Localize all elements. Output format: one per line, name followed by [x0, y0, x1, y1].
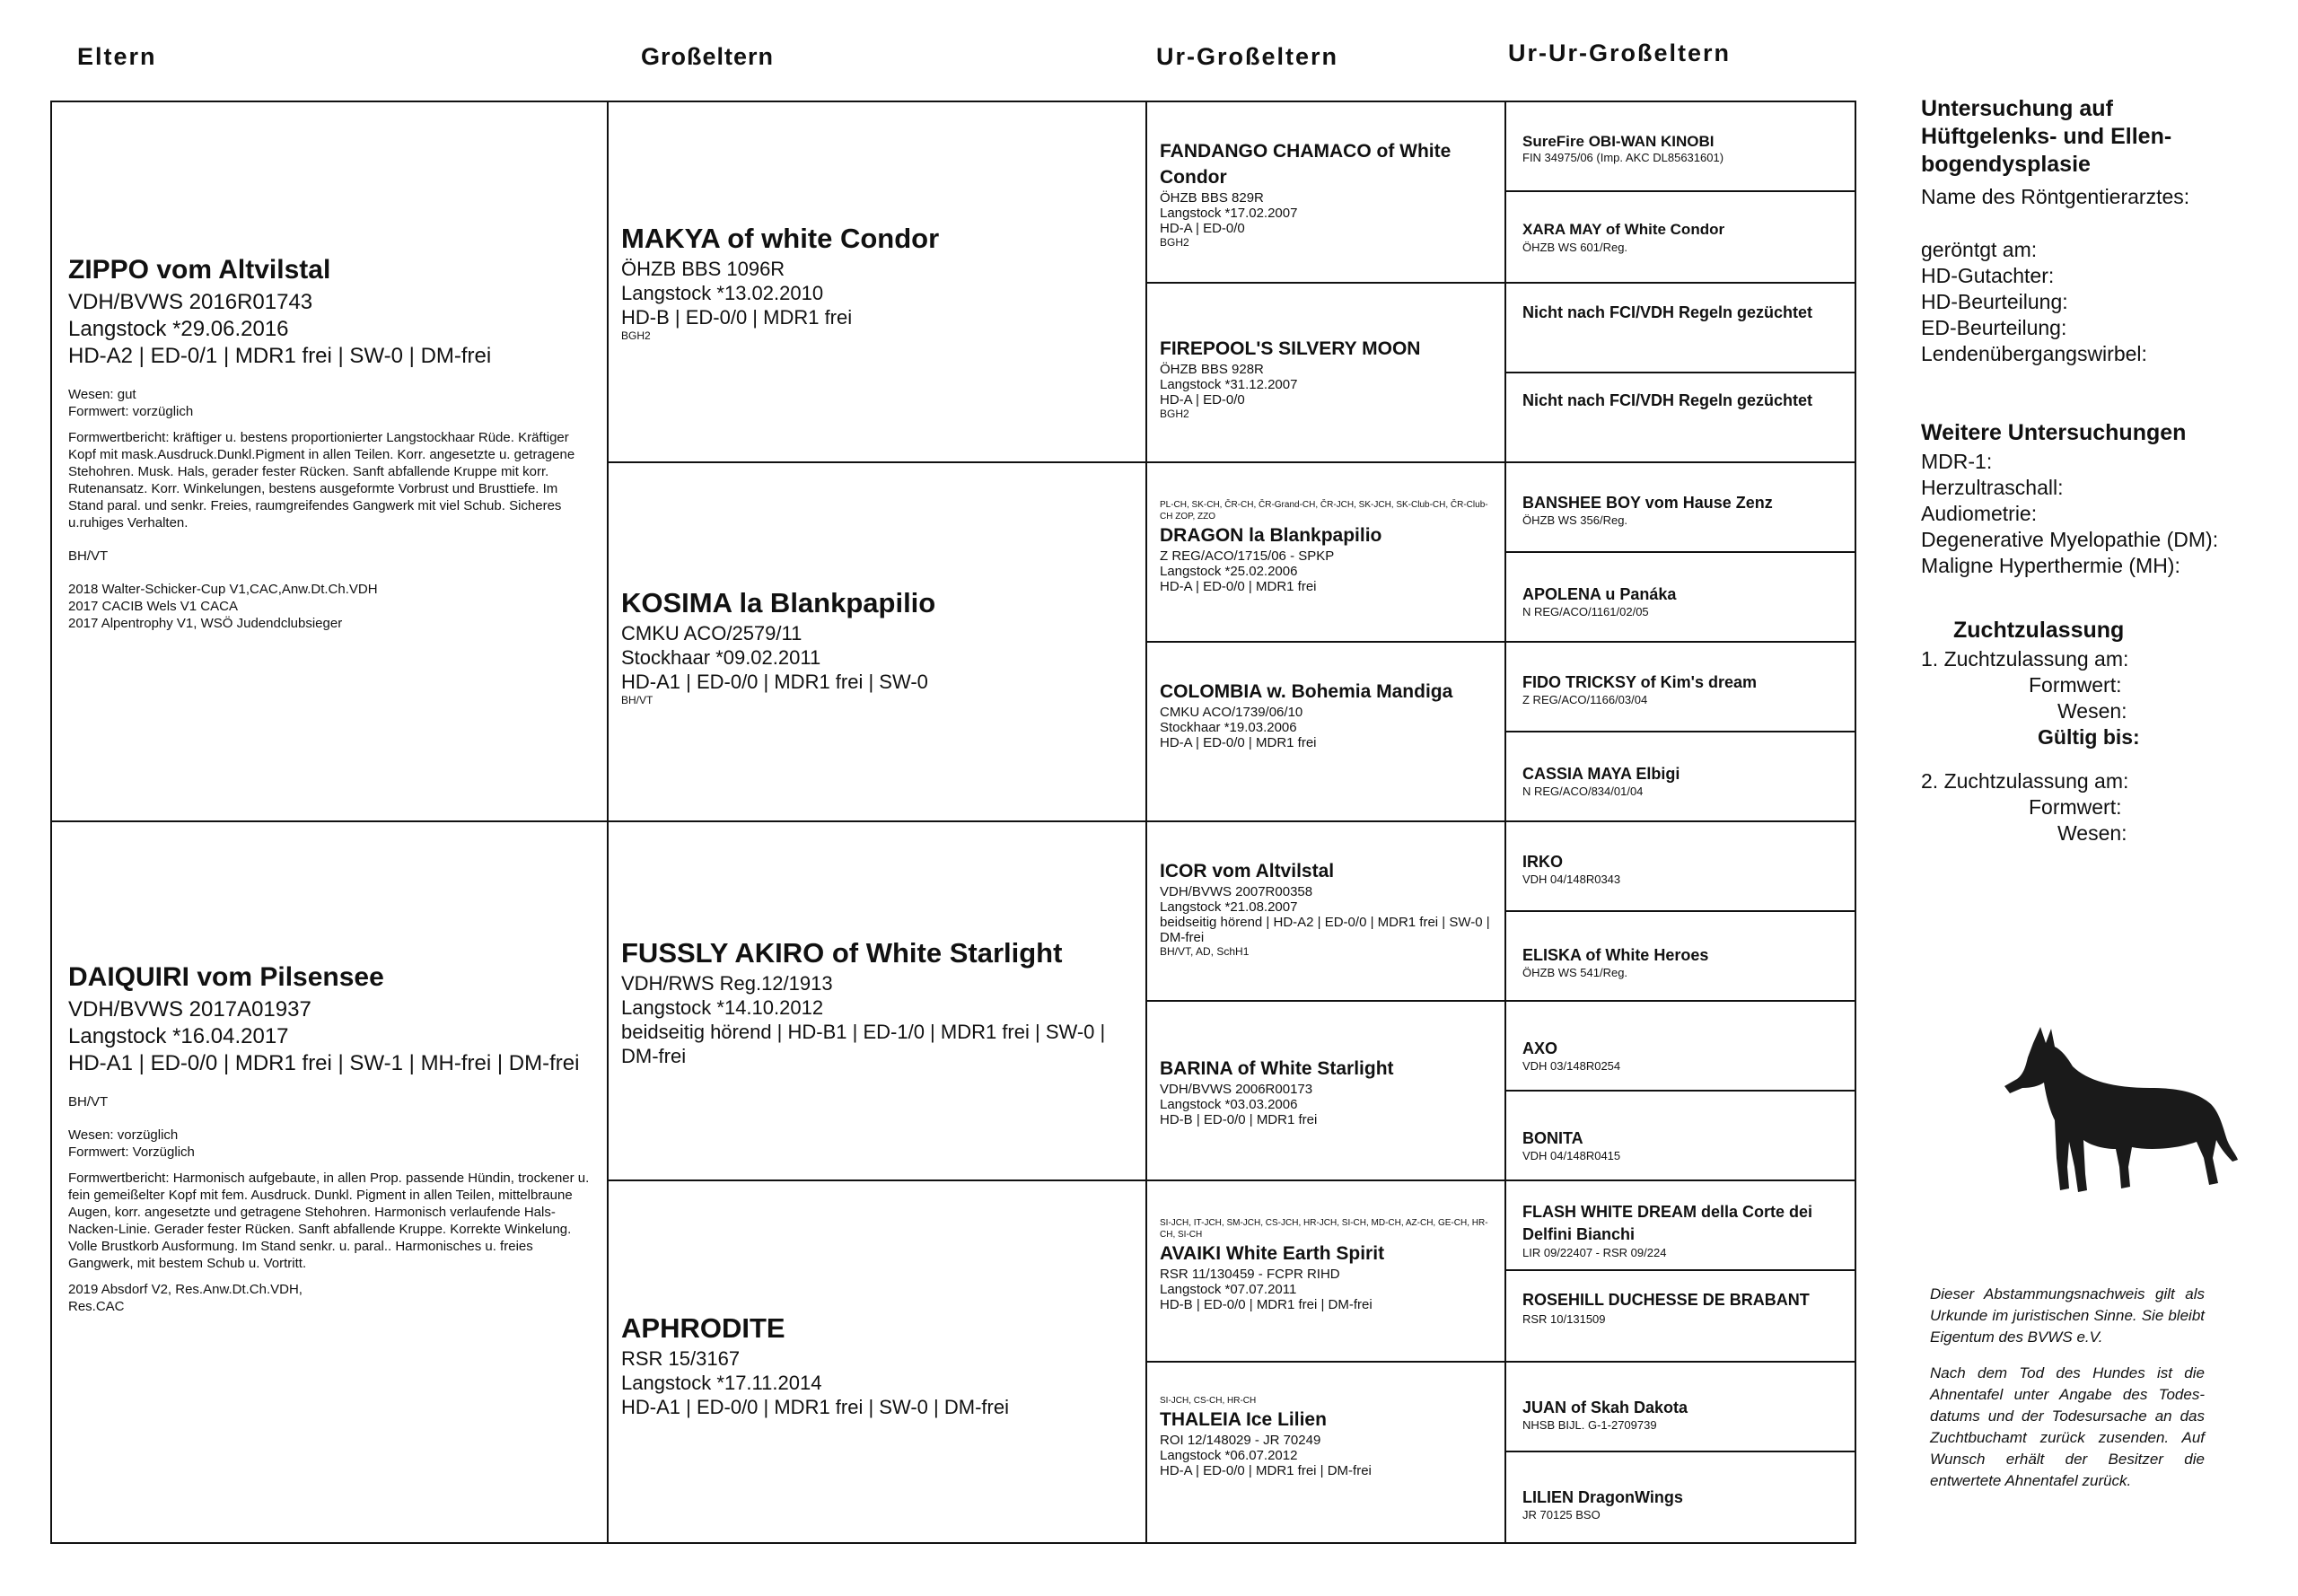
return-note: Nach dem Tod des Hundes ist die Ahnentafel unter Angabe des Todes-datums und der Todesursache an das Zuchtbuchamt zurück zusenden. Auf Wunsch erhält der Besitzer die entwertete Ahnentafel zurück. [1930, 1364, 2205, 1489]
great-great-grandparent-cell [1504, 190, 1856, 284]
great-grandparent-birth: Langstock *06.07.2012 [1160, 1448, 1298, 1463]
zucht-1-formwert: Formwert: [2029, 673, 2122, 697]
great-grandparent-name: FIREPOOL'S SILVERY MOON [1160, 338, 1421, 359]
grandparent-cell [607, 101, 1147, 463]
grandparent-health: HD-A1 | ED-0/0 | MDR1 frei | SW-0 [621, 671, 928, 693]
parent-dam-award: 2019 Absdorf V2, Res.Anw.Dt.Ch.VDH, [68, 1282, 303, 1297]
parent-sire-bericht: Formwertbericht: kräftiger u. bestens proportionierter Langstockhaar Rüde. Kräftiger Kopf mit mask.Ausdruck.Dunkl.Pigment in allen Teilen. Korr. angesetzte u. getragene Stehohren. Musk. Hals, gerader fester Rücken. Sanft abfallende Kruppe mit korr. Rutenansatz. Korr. Winkelungen, bestens ausgeformte Vorbrust und Brusttiefe. Im Stand paral. und senkr. Freies, raumgreifendes Gangwerk mit viel Schub. Sicheres u.ruhiges Verhalten. [68, 430, 575, 531]
weitere-line: MDR-1: [1921, 450, 1993, 473]
parent-sire-wesen: Wesen: gut [68, 387, 136, 402]
header-ur-ur-grosseltern: Ur-Ur-Großeltern [1508, 39, 1732, 66]
weitere-line: Audiometrie: [1921, 502, 2038, 525]
parent-dam-wesen: Wesen: vorzüglich [68, 1127, 179, 1143]
great-great-grandparent-name: LILIEN DragonWings [1522, 1488, 1683, 1506]
shepherd-dog-illustration [1997, 1023, 2240, 1198]
grandparent-name: FUSSLY AKIRO of White Starlight [621, 937, 1063, 969]
parent-sire-cell [50, 101, 609, 822]
grandparent-cell [607, 1179, 1147, 1544]
parent-sire-pruefung: BH/VT [68, 548, 109, 564]
parent-sire-award: 2017 Alpentrophy V1, WSÖ Judendclubsieger [68, 616, 343, 631]
great-great-grandparent-cell [1504, 101, 1856, 192]
great-grandparent-birth: Langstock *25.02.2006 [1160, 564, 1298, 579]
legal-note: Dieser Abstammungsnachweis gilt als Urkunde im juristischen Sinne. Sie bleibt Eigentum des BVWS e.V. [1930, 1285, 2205, 1346]
great-great-grandparent-cell [1504, 1451, 1856, 1544]
great-grandparent-name: BARINA of White Starlight [1160, 1058, 1394, 1079]
great-grandparent-health: HD-B | ED-0/0 | MDR1 frei [1160, 1112, 1318, 1127]
great-grandparent-cell [1145, 641, 1506, 822]
great-grandparent-health: HD-A | ED-0/0 | MDR1 frei [1160, 735, 1317, 750]
great-great-grandparent-cell [1504, 1179, 1856, 1271]
grandparent-health: HD-B | ED-0/0 | MDR1 frei [621, 306, 853, 329]
grandparent-birth: Stockhaar *09.02.2011 [621, 646, 821, 669]
grandparent-reg: CMKU ACO/2579/11 [621, 622, 803, 645]
great-great-grandparent-name: SureFire OBI-WAN KINOBI [1522, 133, 1715, 150]
great-grandparent-reg: ROI 12/148029 - JR 70249 [1160, 1433, 1321, 1448]
great-grandparent-reg: ÖHZB BBS 928R [1160, 362, 1264, 377]
great-grandparent-name: AVAIKI White Earth Spirit [1160, 1243, 1385, 1264]
grandparent-health: beidseitig hörend | HD-B1 | ED-1/0 | MDR1 frei | SW-0 | DM-frei [621, 1021, 1106, 1067]
parent-dam-health: HD-A1 | ED-0/0 | MDR1 frei | SW-1 | MH-frei | DM-frei [68, 1051, 580, 1075]
untersuchung-line: HD-Gutachter: [1921, 264, 2055, 287]
great-great-grandparent-name: JUAN of Skah Dakota [1522, 1399, 1688, 1416]
weitere-line: Herzultraschall: [1921, 476, 2064, 499]
zucht-2-formwert: Formwert: [2029, 795, 2122, 819]
parent-sire-award: 2018 Walter-Schicker-Cup V1,CAC,Anw.Dt.Ch.VDH [68, 582, 378, 597]
untersuchung-title: Untersuchung auf Hüftgelenks- und Ellen-bogendysplasie [1921, 96, 2172, 177]
great-great-grandparent-name: ELISKA of White Heroes [1522, 946, 1709, 964]
grandparent-reg: RSR 15/3167 [621, 1347, 741, 1370]
great-grandparent-cell [1145, 1000, 1506, 1181]
great-grandparent-birth: Stockhaar *19.03.2006 [1160, 720, 1297, 735]
great-grandparent-reg: RSR 11/130459 - FCPR RIHD [1160, 1267, 1340, 1282]
parent-sire-health: HD-A2 | ED-0/1 | MDR1 frei | SW-0 | DM-frei [68, 344, 492, 368]
great-grandparent-cell [1145, 101, 1506, 284]
great-great-grandparent-cell [1504, 372, 1856, 463]
zucht-1-gueltig: Gültig bis: [2038, 725, 2140, 749]
great-great-grandparent-reg: ÖHZB WS 356/Reg. [1522, 513, 1628, 527]
great-great-grandparent-name: CASSIA MAYA Elbigi [1522, 765, 1680, 783]
great-grandparent-reg: CMKU ACO/1739/06/10 [1160, 705, 1303, 720]
weitere-line: Maligne Hyperthermie (MH): [1921, 554, 2180, 577]
great-grandparent-name: ICOR vom Altvilstal [1160, 861, 1335, 881]
zucht-2: 2. Zuchtzulassung am: [1921, 769, 2129, 793]
great-great-grandparent-cell [1504, 641, 1856, 732]
great-grandparent-birth: Langstock *03.03.2006 [1160, 1097, 1298, 1112]
grandparent-name: MAKYA of white Condor [621, 223, 940, 254]
great-grandparent-cell [1145, 1179, 1506, 1363]
header-eltern: Eltern [77, 43, 157, 70]
parent-dam-formwert: Formwert: Vorzüglich [68, 1144, 195, 1160]
grandparent-name: APHRODITE [621, 1312, 785, 1344]
great-great-grandparent-name: ROSEHILL DUCHESSE DE BRABANT [1522, 1291, 1810, 1309]
great-great-grandparent-name: APOLENA u Panáka [1522, 585, 1677, 603]
great-great-grandparent-reg: VDH 03/148R0254 [1522, 1059, 1621, 1073]
untersuchung-line: Lendenübergangswirbel: [1921, 342, 2147, 365]
great-grandparent-reg: VDH/BVWS 2006R00173 [1160, 1082, 1313, 1097]
great-great-grandparent-cell [1504, 1000, 1856, 1092]
untersuchung-line: Name des Röntgentierarztes: [1921, 185, 2190, 208]
great-grandparent-titles: SI-JCH, IT-JCH, SM-JCH, CS-JCH, HR-JCH, SI-CH, MD-CH, AZ-CH, GE-CH, HR-CH, SI-CH [1160, 1218, 1488, 1240]
great-great-grandparent-cell [1504, 731, 1856, 822]
great-great-grandparent-reg: JR 70125 BSO [1522, 1508, 1601, 1521]
great-grandparent-reg: ÖHZB BBS 829R [1160, 190, 1264, 206]
great-grandparent-health: HD-A | ED-0/0 | MDR1 frei [1160, 579, 1317, 594]
great-grandparent-name: THALEIA Ice Lilien [1160, 1409, 1327, 1430]
great-grandparent-extra: BGH2 [1160, 236, 1189, 249]
great-great-grandparent-cell [1504, 1269, 1856, 1363]
parent-dam-cell [50, 820, 609, 1544]
parent-sire-birth: Langstock *29.06.2016 [68, 317, 289, 341]
great-great-grandparent-reg: N REG/ACO/1161/02/05 [1522, 605, 1649, 618]
parent-sire-formwert: Formwert: vorzüglich [68, 404, 194, 419]
pedigree-table [50, 101, 1856, 1544]
untersuchung-line: geröntgt am: [1921, 238, 2038, 261]
great-great-grandparent-cell [1504, 1090, 1856, 1181]
great-great-grandparent-cell [1504, 1361, 1856, 1452]
sidebar [1921, 95, 2244, 846]
great-great-grandparent-cell [1504, 910, 1856, 1002]
grandparent-health: HD-A1 | ED-0/0 | MDR1 frei | SW-0 | DM-frei [621, 1396, 1009, 1418]
zucht-1: 1. Zuchtzulassung am: [1921, 647, 2129, 671]
great-great-grandparent-cell [1504, 461, 1856, 553]
parent-dam-name: DAIQUIRI vom Pilsensee [68, 962, 384, 992]
grandparent-extra: BGH2 [621, 329, 651, 342]
grandparent-birth: Langstock *17.11.2014 [621, 1372, 822, 1394]
great-grandparent-birth: Langstock *31.12.2007 [1160, 377, 1298, 392]
great-great-grandparent-cell [1504, 820, 1856, 912]
great-great-grandparent-name: IRKO [1522, 853, 1563, 871]
parent-dam-award: Res.CAC [68, 1299, 125, 1314]
great-grandparent-health: HD-B | ED-0/0 | MDR1 frei | DM-frei [1160, 1297, 1373, 1312]
grandparent-name: KOSIMA la Blankpapilio [621, 587, 936, 618]
great-great-grandparent-reg: ÖHZB WS 541/Reg. [1522, 966, 1628, 979]
great-grandparent-extra: BH/VT, AD, SchH1 [1160, 945, 1250, 958]
great-great-grandparent-reg: NHSB BIJL. G-1-2709739 [1522, 1418, 1657, 1432]
zucht-1-wesen: Wesen: [2057, 699, 2127, 723]
great-great-grandparent-reg: ÖHZB WS 601/Reg. [1522, 241, 1628, 254]
header-ur-grosseltern: Ur-Großeltern [1156, 43, 1339, 70]
great-great-grandparent-name: XARA MAY of White Condor [1522, 221, 1725, 238]
great-grandparent-titles: SI-JCH, CS-CH, HR-CH [1160, 1396, 1257, 1406]
untersuchung-line: ED-Beurteilung: [1921, 316, 2067, 339]
great-grandparent-health: HD-A | ED-0/0 [1160, 221, 1245, 236]
zucht-2-wesen: Wesen: [2057, 821, 2127, 845]
great-grandparent-titles: PL-CH, SK-CH, ČR-CH, ČR-Grand-CH, ČR-JCH, SK-JCH, SK-Club-CH, ČR-Club-CH ZOP, ZZO [1160, 500, 1488, 522]
great-great-grandparent-name: FLASH WHITE DREAM della Corte dei Delfini Bianchi [1522, 1203, 1813, 1243]
great-grandparent-cell [1145, 461, 1506, 643]
great-great-grandparent-cell [1504, 282, 1856, 373]
great-grandparent-reg: VDH/BVWS 2007R00358 [1160, 884, 1313, 899]
grandparent-reg: ÖHZB BBS 1096R [621, 258, 785, 280]
great-great-grandparent-name: Nicht nach FCI/VDH Regeln gezüchtet [1522, 303, 1813, 321]
great-grandparent-name: FANDANGO CHAMACO of White Condor [1160, 141, 1452, 188]
great-great-grandparent-name: BANSHEE BOY vom Hause Zenz [1522, 494, 1773, 512]
weitere-title: Weitere Untersuchungen [1921, 420, 2187, 445]
great-great-grandparent-reg: LIR 09/22407 - RSR 09/224 [1522, 1246, 1667, 1259]
great-grandparent-name: COLOMBIA w. Bohemia Mandiga [1160, 681, 1453, 702]
parent-dam-reg: VDH/BVWS 2017A01937 [68, 997, 311, 1022]
weitere-line: Degenerative Myelopathie (DM): [1921, 528, 2219, 551]
parent-sire-reg: VDH/BVWS 2016R01743 [68, 290, 313, 314]
great-grandparent-health: beidseitig hörend | HD-A2 | ED-0/0 | MDR1 frei | SW-0 | DM-frei [1160, 915, 1490, 945]
great-great-grandparent-reg: VDH 04/148R0415 [1522, 1149, 1621, 1162]
great-grandparent-health: HD-A | ED-0/0 | MDR1 frei | DM-frei [1160, 1463, 1372, 1478]
great-great-grandparent-name: Nicht nach FCI/VDH Regeln gezüchtet [1522, 391, 1813, 409]
parent-sire-name: ZIPPO vom Altvilstal [68, 255, 331, 285]
great-grandparent-health: HD-A | ED-0/0 [1160, 392, 1245, 408]
great-grandparent-cell [1145, 1361, 1506, 1544]
great-great-grandparent-reg: Z REG/ACO/1166/03/04 [1522, 693, 1648, 706]
great-grandparent-cell [1145, 282, 1506, 463]
great-grandparent-reg: Z REG/ACO/1715/06 - SPKP [1160, 548, 1335, 564]
parent-sire-award: 2017 CACIB Wels V1 CACA [68, 599, 238, 614]
grandparent-cell [607, 461, 1147, 822]
grandparent-cell [607, 820, 1147, 1181]
parent-dam-pruefung: BH/VT [68, 1094, 109, 1109]
parent-dam-bericht: Formwertbericht: Harmonisch aufgebaute, in allen Prop. passende Hündin, trockener u. fein gemeißelter Kopf mit fem. Ausdruck. Dunkl. Pigment in allen Teilen, mittelbraune Augen, korr. angesetzte und getragene Stehohren. Harmonisch verlaufende Hals-Nacken-Linie. Gerader fester Rücken. Sanft abfallende Kruppe. Korrekte Winkelung. Volle Brustkorb Ausformung. Im Stand senkr. u. paral.. Harmonisches u. freies Gangwerk, mit bestem Schub u. Vortritt. [68, 1171, 590, 1271]
great-grandparent-extra: BGH2 [1160, 408, 1189, 420]
zucht-title: Zuchtzulassung [1953, 618, 2125, 643]
grandparent-extra: BH/VT [621, 694, 653, 706]
grandparent-birth: Langstock *14.10.2012 [621, 996, 824, 1019]
great-great-grandparent-name: AXO [1522, 1039, 1558, 1057]
great-grandparent-name: DRAGON la Blankpapilio [1160, 525, 1382, 546]
great-great-grandparent-reg: N REG/ACO/834/01/04 [1522, 785, 1644, 798]
great-great-grandparent-reg: RSR 10/131509 [1522, 1312, 1606, 1326]
grandparent-reg: VDH/RWS Reg.12/1913 [621, 972, 833, 995]
great-great-grandparent-reg: VDH 04/148R0343 [1522, 873, 1621, 886]
grandparent-birth: Langstock *13.02.2010 [621, 282, 824, 304]
header-grosseltern: Großeltern [641, 43, 775, 70]
great-grandparent-birth: Langstock *07.07.2011 [1160, 1282, 1297, 1297]
great-great-grandparent-reg: FIN 34975/06 (Imp. AKC DL85631601) [1522, 151, 1724, 164]
great-grandparent-birth: Langstock *17.02.2007 [1160, 206, 1298, 221]
great-great-grandparent-name: FIDO TRICKSY of Kim's dream [1522, 673, 1757, 691]
parent-dam-birth: Langstock *16.04.2017 [68, 1024, 289, 1048]
great-great-grandparent-cell [1504, 551, 1856, 643]
untersuchung-line: HD-Beurteilung: [1921, 290, 2068, 313]
great-grandparent-birth: Langstock *21.08.2007 [1160, 899, 1298, 915]
great-grandparent-cell [1145, 820, 1506, 1002]
great-great-grandparent-name: BONITA [1522, 1129, 1583, 1147]
